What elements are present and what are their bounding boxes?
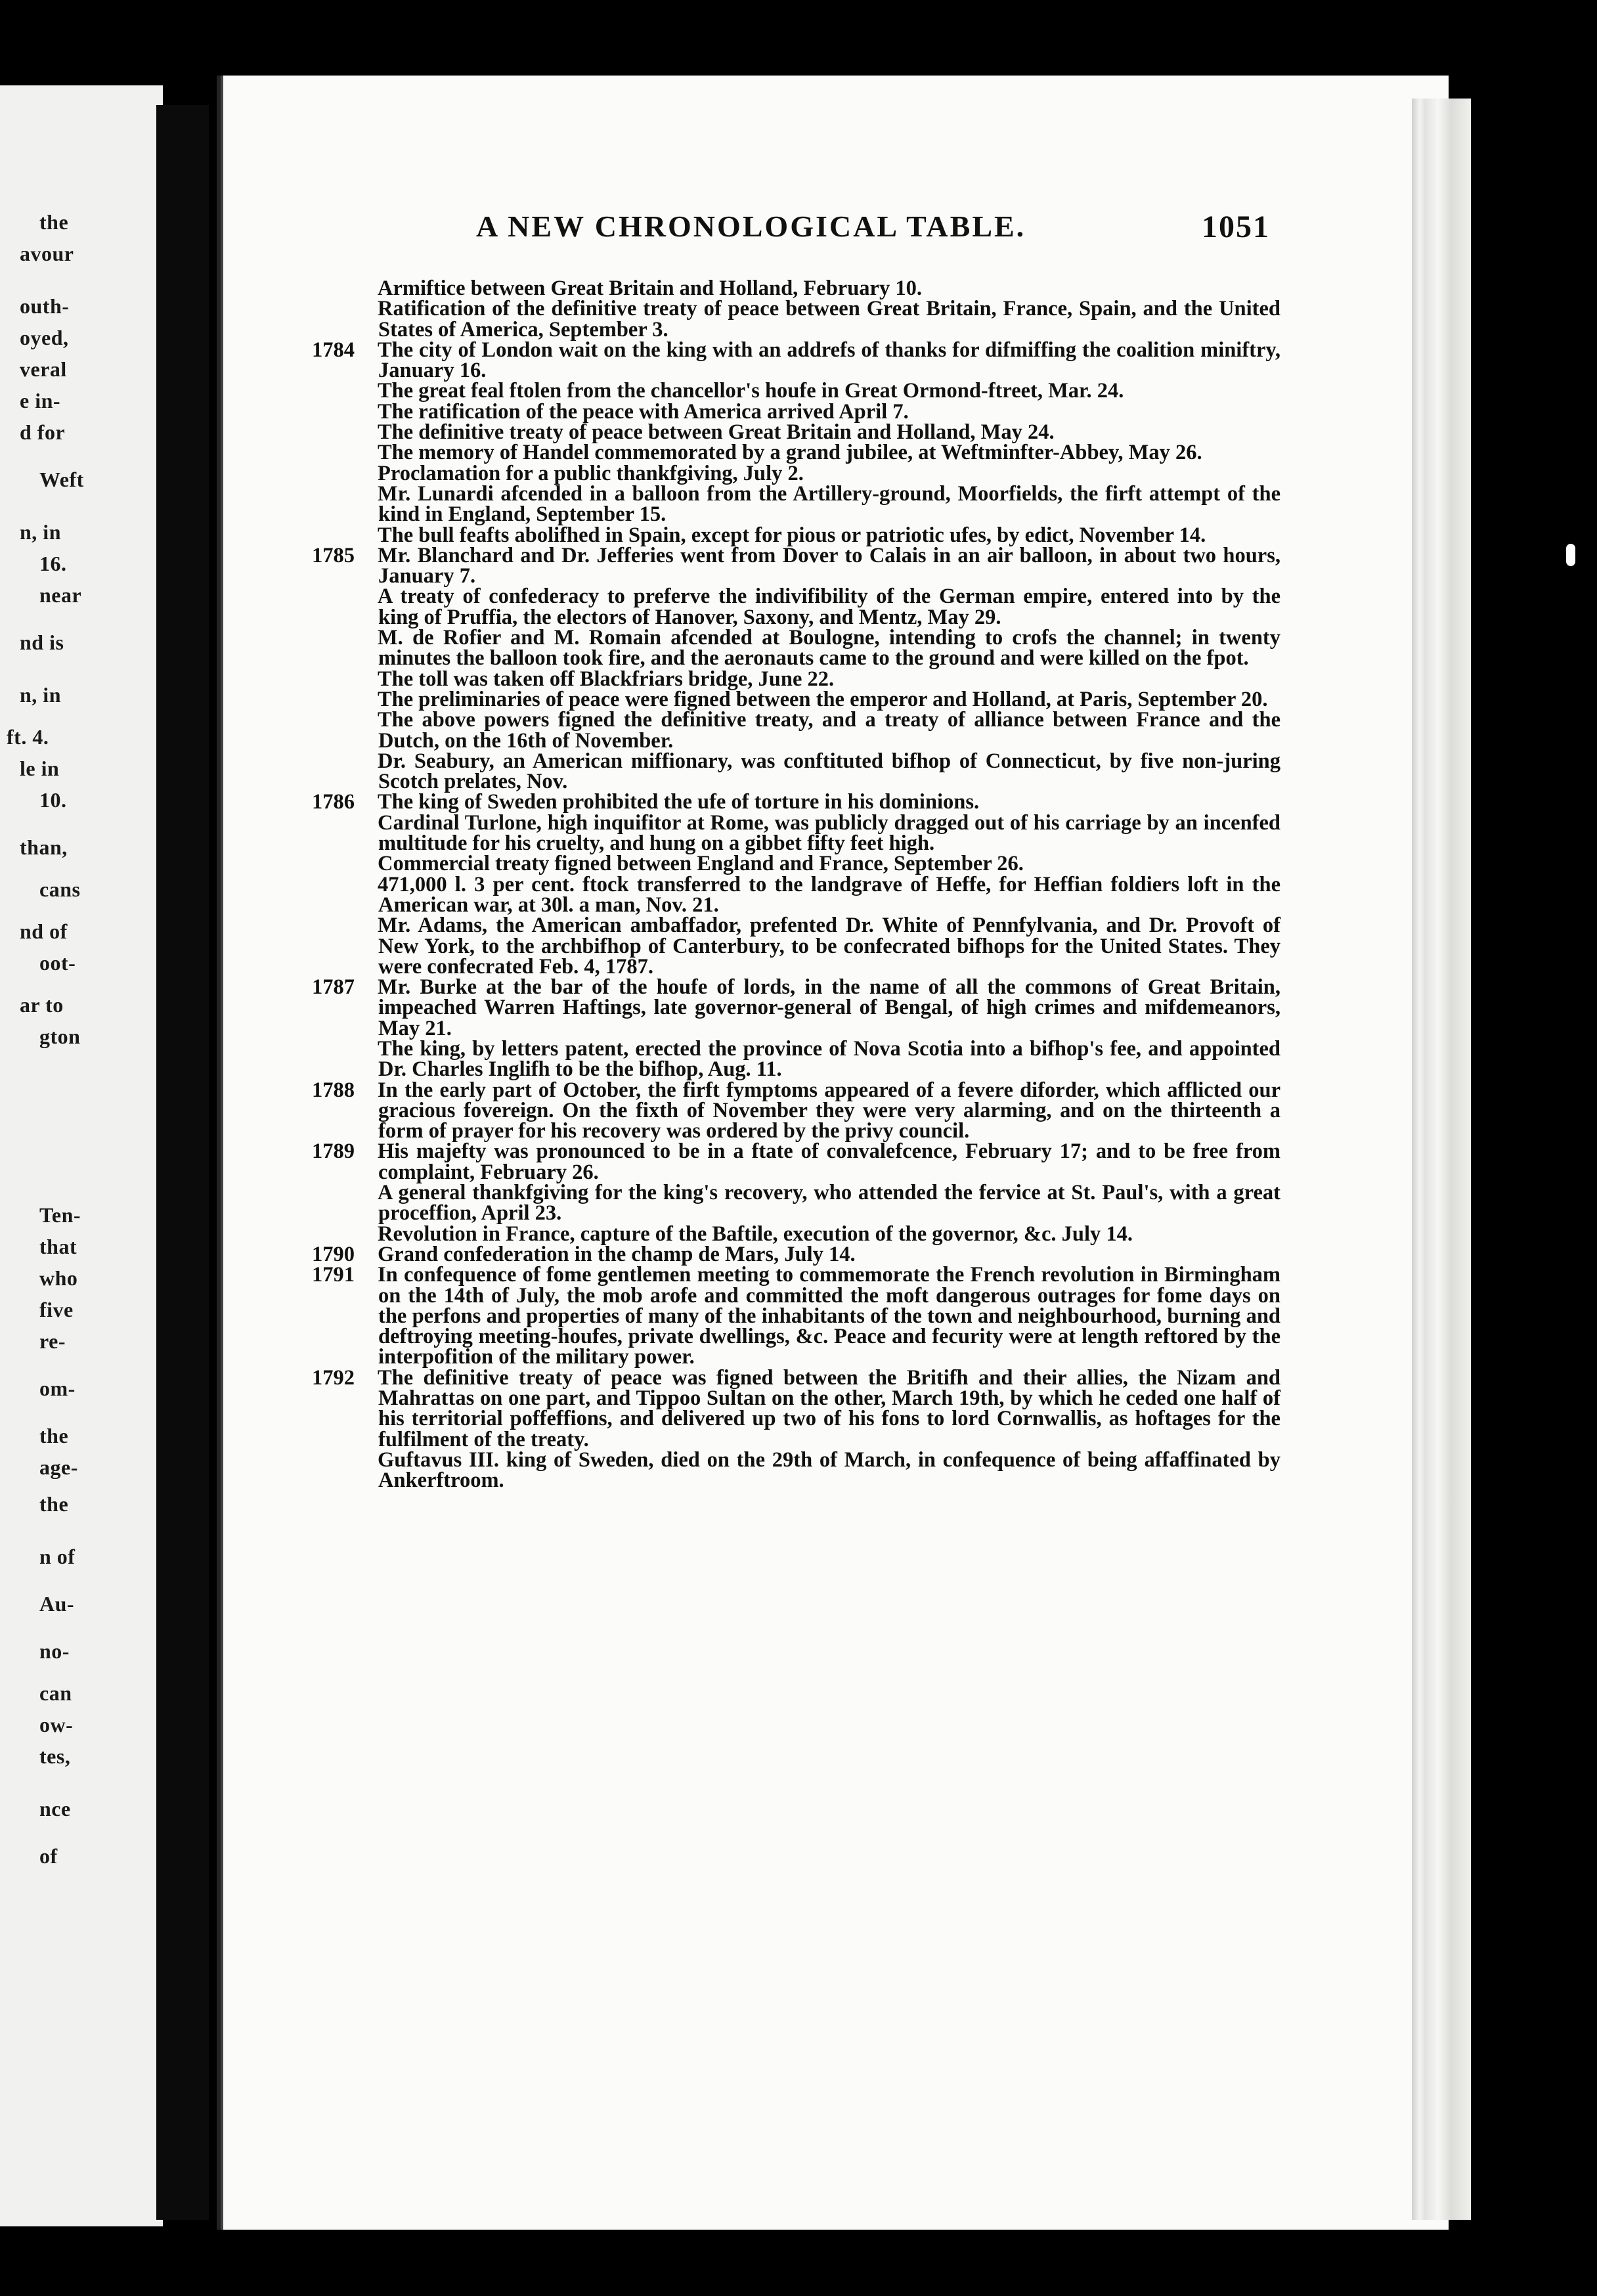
left-page-fragment: Au-	[39, 1592, 75, 1616]
entry-year: 1788	[312, 1078, 355, 1102]
left-page-fragment: near	[39, 583, 82, 607]
left-page-fragment: the	[39, 1492, 69, 1516]
left-page-fragment: 10.	[39, 788, 67, 812]
entry-year: 1791	[312, 1263, 355, 1287]
left-page-fragment: nd of	[20, 919, 68, 943]
entry-text: Mr. Adams, the American ambaffador, prefented Dr. White of Pennfylvania, and Dr. Provoft of New York, to the archbifhop of Canterbury, to be confecrated bifhops for the United States. They were confecrated Feb. 4, 1787.	[378, 914, 1280, 979]
entry-text: The great feal ftolen from the chancellor's houfe in Great Ormond-ftreet, Mar. 24.	[378, 379, 1124, 403]
left-page-fragment: n, in	[20, 520, 61, 544]
left-page-fragment: 16.	[39, 552, 67, 575]
entry-text: A treaty of confederacy to preferve the indivifibility of the German empire, entered into by the king of Pruffia, the electors of Hanover, Saxony, and Mentz, May 29.	[378, 585, 1280, 629]
chronology-entry	[309, 1365, 1280, 1451]
left-page-fragment: n, in	[20, 683, 61, 707]
left-page-fragment: ow-	[39, 1713, 74, 1736]
entry-text: Cardinal Turlone, high inquifitor at Rome, was publicly dragged out of his carriage by an incenfed multitude for his cruelty, and hung on a gibbet fifty feet high.	[378, 810, 1280, 856]
entry-text: Ratification of the definitive treaty of peace between Great Britain, France, Spain, and the United States of America, September 3.	[378, 297, 1280, 342]
page-header: A NEW CHRONOLOGICAL TABLE.	[476, 210, 1026, 243]
chronology-entry	[309, 628, 1280, 669]
entry-text: Mr. Burke at the bar of the houfe of lords, in the name of all the commons of Great Britain, impeached Warren Haftings, late governor-general of Bengal, of high crimes and mifdemeanors, May 21.	[378, 975, 1280, 1040]
entry-text: M. de Rofier and M. Romain afcended at Boulogne, intending to crofs the channel; in twenty minutes the balloon took fire, and the aeronauts came to the ground and were killed on the fpot.	[378, 626, 1280, 671]
entry-year: 1785	[312, 543, 355, 567]
left-page-fragment: n of	[39, 1545, 76, 1568]
left-page-fragment: Weft	[39, 468, 84, 491]
entry-text: The memory of Handel commemorated by a grand jubilee, at Weftminfter-Abbey, May 26.	[378, 441, 1202, 465]
entry-text: The bull feafts abolifhed in Spain, except for pious or patriotic ufes, by edict, November 14.	[378, 523, 1206, 547]
entry-year: 1789	[312, 1139, 355, 1164]
chronology-entry	[309, 481, 1280, 527]
left-page-fragment: d for	[20, 420, 66, 444]
entry-year: 1787	[312, 975, 355, 1000]
chronology-entry	[309, 1265, 1280, 1367]
book-gutter	[156, 105, 209, 2220]
left-page-fragment: cans	[39, 877, 81, 901]
entry-text: The toll was taken off Blackfriars bridge, June 22.	[378, 667, 835, 691]
chronology-entry	[309, 340, 1280, 382]
entry-text: The ratification of the peace with America arrived April 7.	[378, 399, 909, 424]
left-page-fragment: the	[39, 1424, 69, 1447]
entry-text: Proclamation for a public thankfgiving, July 2.	[378, 461, 804, 485]
left-page-fragment: re-	[39, 1329, 66, 1353]
left-page-fragment: veral	[20, 357, 67, 381]
left-page-fragment: le in	[20, 757, 60, 780]
entry-text: The king of Sweden prohibited the ufe of torture in his dominions.	[378, 790, 980, 814]
entry-text: Commercial treaty figned between England and France, September 26.	[378, 852, 1024, 876]
entry-text: Grand confederation in the champ de Mars, July 14.	[378, 1242, 856, 1266]
entry-text: Guftavus III. king of Sweden, died on the 29th of March, in confequence of being affaffinated by Ankerftroom.	[378, 1447, 1280, 1493]
chronology-entry	[309, 810, 1280, 856]
chronology-entry	[309, 1080, 1280, 1142]
chronology-entry	[309, 422, 1280, 443]
scan-artifact	[1566, 544, 1575, 566]
chronology-entry	[309, 687, 1280, 711]
entry-text: The definitive treaty of peace was figned between the Britifh and their allies, the Nizam and Mahrattas on one part, and Tippoo Sultan on the other, March 19th, by which he ceded one half of his territorial poffeffions, and delivered up two of his fons to lord Cornwallis, as hoftages for the fulfilment of the treaty.	[378, 1365, 1280, 1451]
left-page-fragment: nd is	[20, 630, 64, 654]
left-page-fragment: outh-	[20, 294, 70, 318]
entry-text: Dr. Seabury, an American miffionary, was conftituted bifhop of Connecticut, by five non-juring Scotch prelates, Nov.	[378, 749, 1280, 794]
entry-text: The definitive treaty of peace between Great Britain and Holland, May 24.	[378, 420, 1055, 445]
chronology-entry	[309, 399, 1280, 424]
left-page-fragment: the	[39, 210, 69, 234]
chronology-entry	[309, 461, 1280, 485]
left-page-fragment: ft. 4.	[7, 725, 49, 749]
chronology-entry	[309, 669, 1280, 690]
left-page-fragment: oyed,	[20, 326, 69, 349]
chronology-entry	[309, 443, 1280, 463]
left-page-fragment: no-	[39, 1639, 70, 1663]
left-page-fragment: e in-	[20, 389, 61, 412]
chronology-entry	[309, 854, 1280, 874]
entry-text: The city of London wait on the king with an addrefs of thanks for difmiffing the coalition miniftry, January 16.	[378, 338, 1280, 383]
chronology-entry	[309, 278, 1280, 299]
chronology-entries	[309, 278, 1280, 1491]
left-page-fragment: age-	[39, 1455, 78, 1479]
entry-text: Armiftice between Great Britain and Holland, February 10.	[378, 276, 922, 300]
chronology-entry	[309, 543, 1280, 588]
entry-year: 1784	[312, 338, 355, 362]
left-page-fragment: of	[39, 1844, 58, 1868]
left-page-fragment: can	[39, 1681, 72, 1705]
chronology-entry	[309, 710, 1280, 751]
entry-year: 1786	[312, 790, 355, 814]
entry-year: 1790	[312, 1242, 355, 1266]
chronology-entry	[309, 1224, 1280, 1245]
chronology-entry	[309, 1183, 1280, 1224]
scan-background	[1471, 0, 1597, 2296]
entry-text: Revolution in France, capture of the Baftile, execution of the governor, &c. July 14.	[378, 1222, 1133, 1246]
left-page-fragment: avour	[20, 242, 74, 265]
chronology-entry	[309, 872, 1280, 917]
chronology-entry	[309, 1141, 1280, 1183]
right-page-edges	[1412, 99, 1471, 2220]
entry-text: In confequence of fome gentlemen meeting to commemorate the French revolution in Birmingham on the 14th of July, the mob arofe and committed the moft dangerous outrages for fome days on the perfons and properties of many of the inhabitants of the town and neighbourhood, burning and deftroying meeting-houfes, private dwellings, &c. Peace and fecurity were at length reftored by the interpofition of the military power.	[378, 1263, 1280, 1369]
chronology-entry	[309, 792, 1280, 812]
chronology-entry	[309, 586, 1280, 628]
chronology-entry	[309, 525, 1280, 546]
entry-text: The king, by letters patent, erected the province of Nova Scotia into a bifhop's fee, and appointed Dr. Charles Inglifh to be the bifhop, Aug. 11.	[378, 1036, 1280, 1082]
page-number: 1051	[1202, 210, 1270, 244]
chronology-entry	[309, 299, 1280, 340]
entry-year: 1792	[312, 1365, 355, 1390]
entry-text: His majefty was pronounced to be in a ftate of convalefcence, February 17; and to be free from complaint, February 26.	[378, 1139, 1280, 1184]
chronology-entry	[309, 916, 1280, 977]
left-page-fragment: nce	[39, 1797, 71, 1821]
left-page-fragment: gton	[39, 1025, 81, 1048]
entry-text: A general thankfgiving for the king's recovery, who attended the fervice at St. Paul's, with a great proceffion, April 23.	[378, 1181, 1280, 1225]
entry-text: The preliminaries of peace were figned between the emperor and Holland, at Paris, September 20.	[378, 687, 1268, 711]
left-page-fragment: ar to	[20, 993, 64, 1017]
entry-text: Mr. Blanchard and Dr. Jefferies went from Dover to Calais in an air balloon, in about two hours, January 7.	[378, 543, 1280, 588]
chronology-entry	[309, 751, 1280, 793]
left-page-fragment: who	[39, 1266, 78, 1290]
left-page-edge	[0, 85, 163, 2226]
entry-text: In the early part of October, the firft fymptoms appeared of a fevere diforder, which afflicted our gracious fovereign. On the fixth of November they were very alarming, and on the thirteenth a form of prayer for his recovery was ordered by the privy council.	[378, 1078, 1280, 1143]
entry-text: Mr. Lunardi afcended in a balloon from the Artillery-ground, Moorfields, the firft attempt of the kind in England, September 15.	[378, 481, 1280, 527]
entry-text: 471,000 l. 3 per cent. ftock transferred to the landgrave of Heffe, for Heffian foldiers loft in the American war, at 30l. a man, Nov. 21.	[378, 872, 1280, 917]
chronology-entry	[309, 977, 1280, 1039]
left-page-fragment: om-	[39, 1377, 76, 1400]
chronology-entry	[309, 1447, 1280, 1493]
chronology-entry	[309, 381, 1280, 401]
chronology-entry	[309, 1036, 1280, 1082]
entry-text: The above powers figned the definitive treaty, and a treaty of alliance between France and the Dutch, on the 16th of November.	[378, 708, 1280, 753]
chronology-entry	[309, 1242, 1280, 1266]
left-page-fragment: five	[39, 1298, 74, 1321]
left-page-fragment: tes,	[39, 1744, 71, 1768]
left-page-fragment: Ten-	[39, 1203, 81, 1227]
left-page-fragment: oot-	[39, 951, 76, 975]
left-page-fragment: than,	[20, 835, 68, 859]
left-page-fragment: that	[39, 1235, 77, 1258]
